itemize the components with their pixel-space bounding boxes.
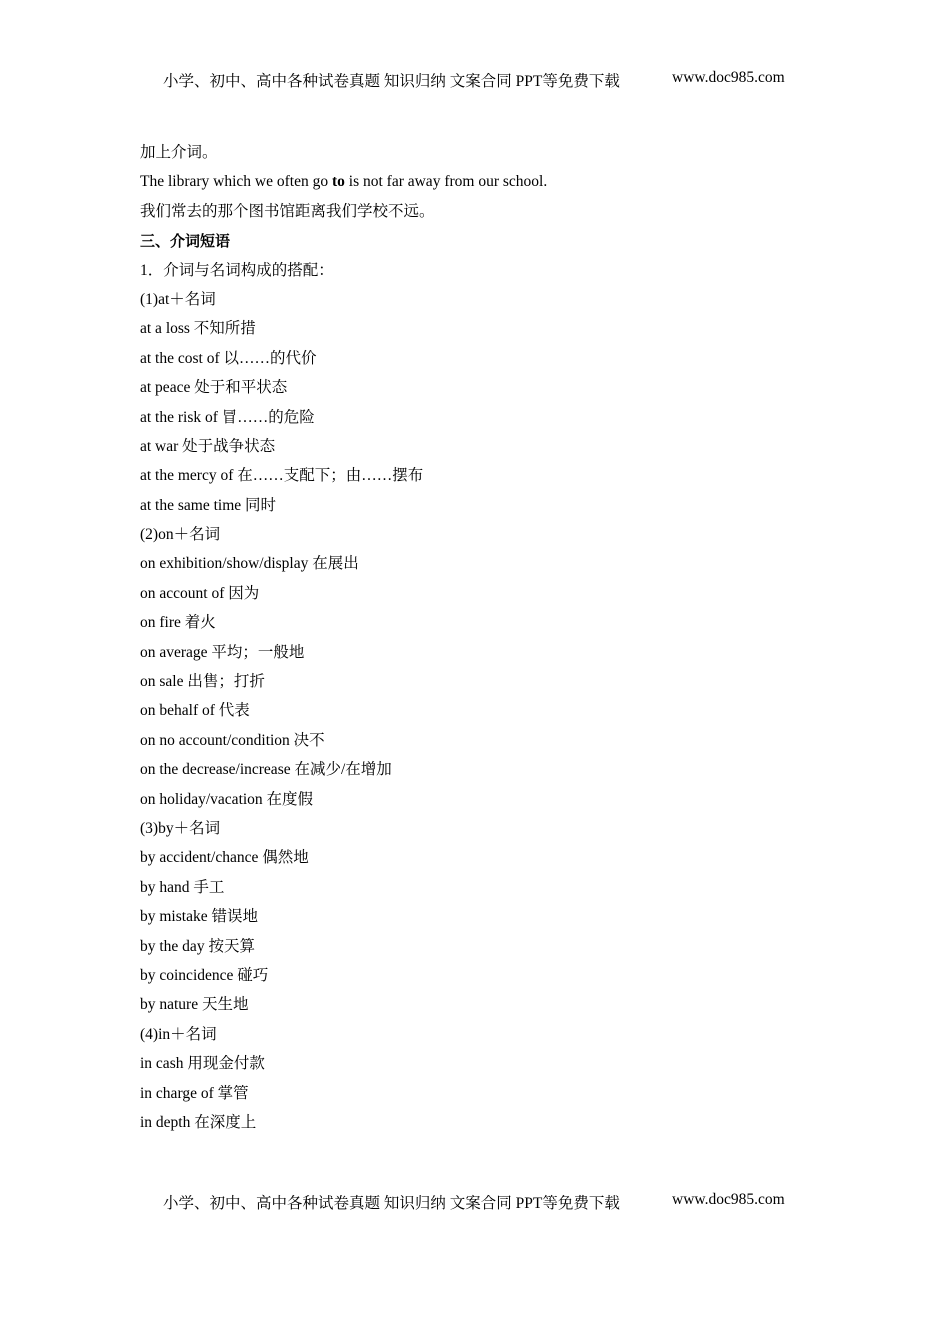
list-item: in cash 用现金付款 (140, 1055, 265, 1073)
list-item: on sale 出售；打折 (140, 673, 265, 691)
footer-site-link[interactable]: www.doc985.com (672, 1191, 785, 1208)
list-item: at the risk of 冒……的危险 (140, 408, 315, 426)
page-footer (163, 1191, 803, 1213)
subsection-title: 1．介词与名词构成的搭配： (140, 261, 334, 279)
list-item: in depth 在深度上 (140, 1113, 257, 1131)
list-item: at a loss 不知所措 (140, 320, 256, 338)
list-item: on holiday/vacation 在度假 (140, 790, 314, 808)
list-item: on average 平均；一般地 (140, 643, 305, 661)
header-site-link[interactable]: www.doc985.com (672, 69, 785, 86)
list-item: in charge of 掌管 (140, 1084, 249, 1102)
group-title-by: (3)by＋名词 (140, 819, 221, 837)
list-item: at the same time 同时 (140, 496, 277, 514)
group-title-in: (4)in＋名词 (140, 1025, 217, 1043)
list-item: by hand 手工 (140, 878, 225, 896)
list-item: on the decrease/increase 在减少/在增加 (140, 761, 392, 779)
list-item: by mistake 错误地 (140, 908, 258, 926)
list-item: on account of 因为 (140, 584, 260, 602)
intro-line: 加上介词。 (140, 144, 218, 161)
example-bold-word: to (331, 173, 345, 191)
page-header (163, 69, 803, 91)
list-item: on exhibition/show/display 在展出 (140, 555, 359, 573)
footer-text: 小学、初中、高中各种试卷真题 知识归纳 文案合同 PPT等免费下载 (163, 1195, 620, 1212)
list-item: at the cost of 以……的代价 (140, 349, 317, 367)
example-translation: 我们常去的那个图书馆距离我们学校不远。 (140, 202, 435, 220)
example-sentence (140, 172, 840, 201)
list-item: on no account/condition 决不 (140, 731, 325, 749)
section-title: 三、介词短语 (140, 232, 231, 251)
list-item: by accident/chance 偶然地 (140, 849, 309, 867)
group-title-on: (2)on＋名词 (140, 526, 221, 544)
list-item: on fire 着火 (140, 614, 216, 632)
list-item: on behalf of 代表 (140, 702, 250, 720)
list-item: at the mercy of 在……支配下；由……摆布 (140, 467, 424, 485)
list-item: at war 处于战争状态 (140, 437, 276, 455)
group-title-at: (1)at＋名词 (140, 290, 216, 308)
example-before: The library which we often go (140, 173, 332, 191)
list-item: at peace 处于和平状态 (140, 379, 288, 397)
list-item: by coincidence 碰巧 (140, 966, 269, 984)
list-item: by the day 按天算 (140, 937, 255, 955)
example-after: is not far away from our school. (344, 173, 548, 191)
header-text: 小学、初中、高中各种试卷真题 知识归纳 文案合同 PPT等免费下载 (163, 73, 620, 90)
document-body (140, 143, 840, 1142)
list-item: by nature 天生地 (140, 996, 249, 1014)
